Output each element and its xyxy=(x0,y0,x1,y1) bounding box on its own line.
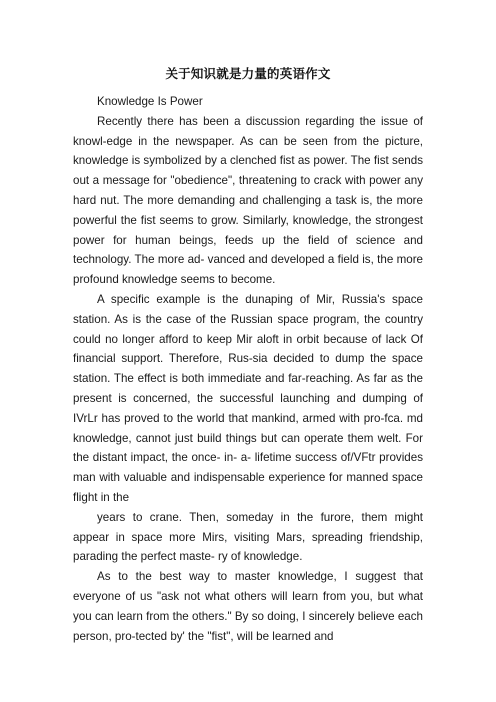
essay-heading: Knowledge Is Power xyxy=(97,95,203,108)
page-title: 关于知识就是力量的英语作文 xyxy=(165,66,331,81)
paragraph: A specific example is the dunaping of Mir, Russia's space station. As is the case of the Russian space program, the country could no longer afford to keep Mir aloft in orbit because of lack Of financial support. Therefore, Rus-sia decided to dump the space station. The effect is both immediate and far-reaching. As far as the present is concerned, the successful launching and dumping of IVrLr has proved to the world that mankind, armed with pro-fca. md knowledge, cannot just build things but can operate them welt. For the distant impact, the once- in- a- lifetime success of/VFtr provides man with valuable and indispensable experience for manned space flight in the xyxy=(73,292,423,504)
paragraph: As to the best way to master knowledge, I suggest that everyone of us "ask not what others will learn from you, but what you can learn from the others." By so doing, I sincerely believe each person, pro-tected by' the "fist", will be learned and xyxy=(73,570,423,643)
essay-body xyxy=(73,92,423,646)
paragraph: Recently there has been a discussion regarding the issue of knowl-edge in the newspaper. As can be seen from the picture, knowledge is symbolized by a clenched fist as power. The fist sends out a message for "obedience", threatening to crack with power any hard nut. The more demanding and challenging a task is, the more powerful the fist seems to grow. Similarly, knowledge, the strongest power for human beings, feeds up the field of science and technology. The more ad- vanced and developed a field is, the more profound knowledge seems to become. xyxy=(73,114,423,287)
paragraph: years to crane. Then, someday in the furore, them might appear in space more Mirs, visiting Mars, spreading friendship, parading the perfect maste- ry of knowledge. xyxy=(73,510,423,564)
